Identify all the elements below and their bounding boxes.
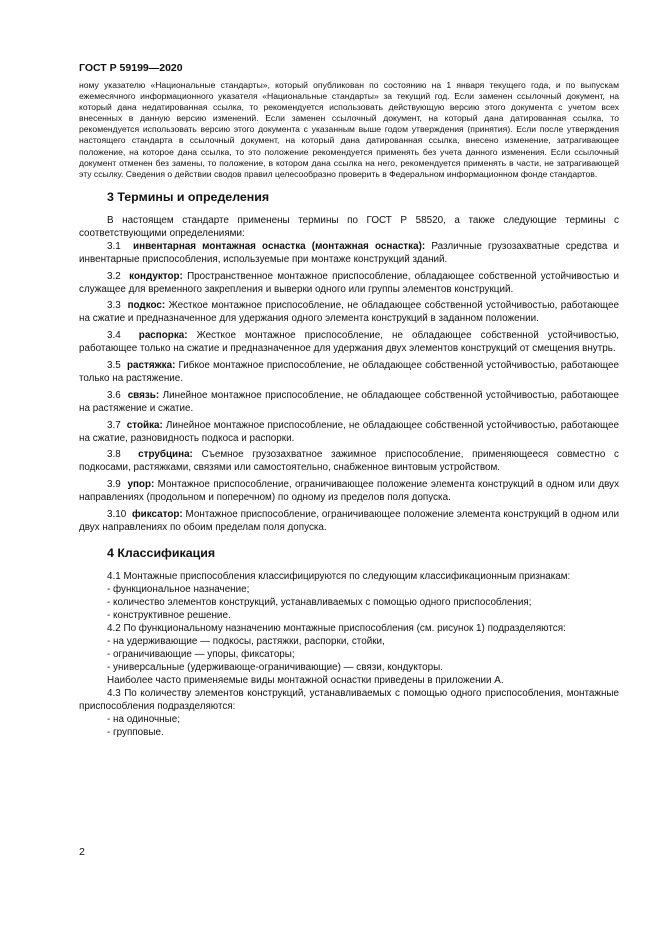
term-item: 3.9 упор: Монтажное приспособление, ограничивающее положение элемента конструкций в одном или двух направлениях (продольном и поперечном) по одному из пределов поля допуска. xyxy=(79,479,620,504)
document-body xyxy=(79,80,619,739)
term-item: 3.2 кондуктор: Пространственное монтажное приспособление, обладающее собственной устойчивостью и служащее для временного закрепления и выверки одного или группы элементов конструкций. xyxy=(79,270,619,295)
term-item: 3.8 струбцина: Съемное грузозахватное зажимное приспособление, применяющееся совместно с подкосами, растяжками, связями или самостоятельно, снабженное винтовым устройством. xyxy=(79,449,619,474)
list-item: - групповые. xyxy=(107,727,164,739)
paragraph-4-2-note: Наиболее часто применяемые виды монтажной оснастки приведены в приложении А. xyxy=(107,675,504,687)
term-item: 3.3 подкос: Жесткое монтажное приспособление, не обладающее собственной устойчивостью, работающее на сжатие и предназначенное для удержания одного элемента конструкций в заданном положении. xyxy=(79,300,619,325)
list-item: - функциональное назначение; xyxy=(107,584,250,596)
list-item: - ограничивающие — упоры, фиксаторы; xyxy=(107,649,295,661)
paragraph-4-1: 4.1 Монтажные приспособления классифицируются по следующим классификационным признакам: xyxy=(107,571,571,583)
list-item: - на одиночные; xyxy=(107,714,180,726)
term-item: 3.10 фиксатор: Монтажное приспособление, ограничивающее положение элемента конструкций в одном или двух направлениях по обоим пределам поля допуска. xyxy=(79,509,619,534)
section-4 xyxy=(79,546,619,739)
section-3 xyxy=(79,190,619,534)
section-4-heading: 4 Классификация xyxy=(107,546,216,561)
list-item: - количество элементов конструкций, устанавливаемых с помощью одного приспособления; xyxy=(107,597,532,609)
page-number: 2 xyxy=(79,846,85,858)
section-3-heading: 3 Термины и определения xyxy=(107,189,270,204)
section-3-intro: В настоящем стандарте применены термины по ГОСТ Р 58520, а также следующие термины с соответствующими определениями: xyxy=(79,214,619,239)
term-item: 3.1 инвентарная монтажная оснастка (монтажная оснастка): Различные грузозахватные средства и инвентарные приспособления, используемые при монтаже конструкций зданий. xyxy=(79,240,619,265)
term-item: 3.7 стойка: Линейное монтажное приспособление, не обладающее собственной устойчивостью, работающее на сжатие, разновидность подкоса и распорки. xyxy=(79,419,619,444)
term-item: 3.4 распорка: Жесткое монтажное приспособление, не обладающее собственной устойчивостью, работающее только на сжатие и предназначенное для удержания двух элементов конструкций от смещения внутрь. xyxy=(79,330,619,355)
list-item: - универсальные (удерживающе-ограничивающие) — связи, кондукторы. xyxy=(107,662,443,674)
paragraph-4-2: 4.2 По функциональному назначению монтажные приспособления (см. рисунок 1) подразделяются: xyxy=(107,623,566,635)
term-item: 3.6 связь: Линейное монтажное приспособление, не обладающее собственной устойчивостью, работающее на растяжение и сжатие. xyxy=(79,389,619,414)
note-paragraph: ному указателю «Национальные стандарты», который опубликован по состоянию на 1 января текущего года, и по выпускам ежемесячного информационного указателя «Национальные стандарты» за текущий год. Если заменен ссылочный документ, на который дана недатированная ссылка, то рекомендуется использовать действующую версию этого документа с учетом всех внесенных в данную версию изменений. Если заменен ссылочный документ, на который дана датированная ссылка, то рекомендуется использовать версию этого документа с указанным выше годом утверждения (принятия). Если после утверждения настоящего стандарта в ссылочный документ, на который дана датированная ссылка, внесено изменение, затрагивающее положение, на которое дана ссылка, то это положение рекомендуется применять без учета данного изменения. Если ссылочный документ отменен без замены, то положение, в котором дана ссылка на него, рекомендуется применять в части, не затрагивающей эту ссылку. Сведения о действии сводов правил целесообразно проверить в Федеральном информационном фонде стандартов. xyxy=(79,80,619,179)
list-item: - на удерживающие — подкосы, растяжки, распорки, стойки, xyxy=(107,636,385,648)
document-header: ГОСТ Р 59199—2020 xyxy=(79,62,183,74)
paragraph-4-3: 4.3 По количеству элементов конструкций, устанавливаемых с помощью одного приспособления, монтажные приспособления подразделяются: xyxy=(79,688,619,713)
list-item: - конструктивное решение. xyxy=(107,610,231,622)
term-item: 3.5 растяжка: Гибкое монтажное приспособление, не обладающее собственной устойчивостью, работающее только на растяжение. xyxy=(79,360,619,385)
